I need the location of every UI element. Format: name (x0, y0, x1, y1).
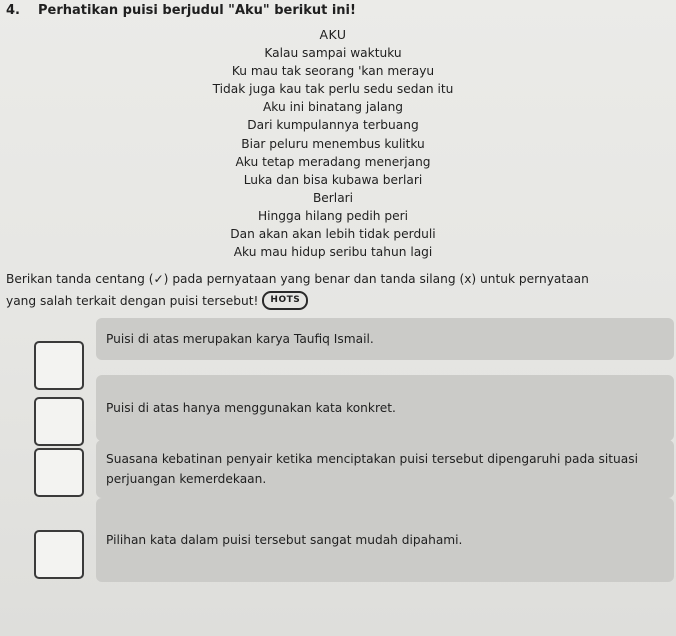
poem-title: AKU (319, 27, 347, 42)
statement-text: Puisi di atas merupakan karya Taufiq Ismail. (106, 332, 374, 346)
instruction-line-2-row (6, 290, 308, 312)
poem (150, 26, 516, 261)
statement-text-box (96, 440, 674, 498)
poem-line: Kalau sampai waktuku (264, 46, 402, 61)
statement-text: Puisi di atas hanya menggunakan kata konkret. (106, 401, 396, 415)
statement-row (34, 498, 674, 588)
statement-text: Pilihan kata dalam puisi tersebut sangat mudah dipahami. (106, 533, 463, 547)
poem-line: Biar peluru menembus kulitku (241, 136, 425, 151)
poem-line: Tidak juga kau tak perlu sedu sedan itu (212, 82, 454, 97)
poem-line: Aku ini binatang jalang (262, 100, 404, 115)
poem-line: Luka dan bisa kubawa berlari (243, 172, 423, 187)
poem-line: Dan akan akan lebih tidak perduli (230, 227, 436, 242)
answer-checkbox[interactable] (34, 448, 84, 497)
instruction (6, 268, 671, 312)
question-title: Perhatikan puisi berjudul "Aku" berikut ini! (38, 3, 356, 18)
instruction-line-2: yang salah terkait dengan puisi tersebut! (6, 294, 259, 308)
poem-line: Ku mau tak seorang 'kan merayu (231, 64, 435, 79)
poem-line: Hingga hilang pedih peri (258, 208, 408, 223)
instruction-line-1: Berikan tanda centang (✓) pada pernyataan yang benar dan tanda silang (x) untuk pernyataan (6, 272, 589, 286)
statement-row (34, 440, 674, 502)
poem-line: Aku tetap meradang menerjang (235, 154, 431, 169)
answer-checkbox[interactable] (34, 530, 84, 579)
statement-row (34, 318, 674, 380)
statement-text-box (96, 498, 674, 582)
statement-text-box (96, 318, 674, 360)
poem-line: Dari kumpulannya terbuang (247, 118, 419, 133)
question-number: 4. (6, 3, 20, 18)
poem-line: Berlari (312, 190, 354, 205)
statement-text-box (96, 375, 674, 441)
statement-text: Suasana kebatinan penyair ketika menciptakan puisi tersebut dipengaruhi pada situasi perjuangan kemerdekaan. (106, 452, 638, 486)
statement-row (34, 375, 674, 437)
answer-checkbox[interactable] (34, 397, 84, 446)
poem-line: Aku mau hidup seribu tahun lagi (233, 245, 433, 260)
hots-badge: HOTS (262, 291, 308, 310)
